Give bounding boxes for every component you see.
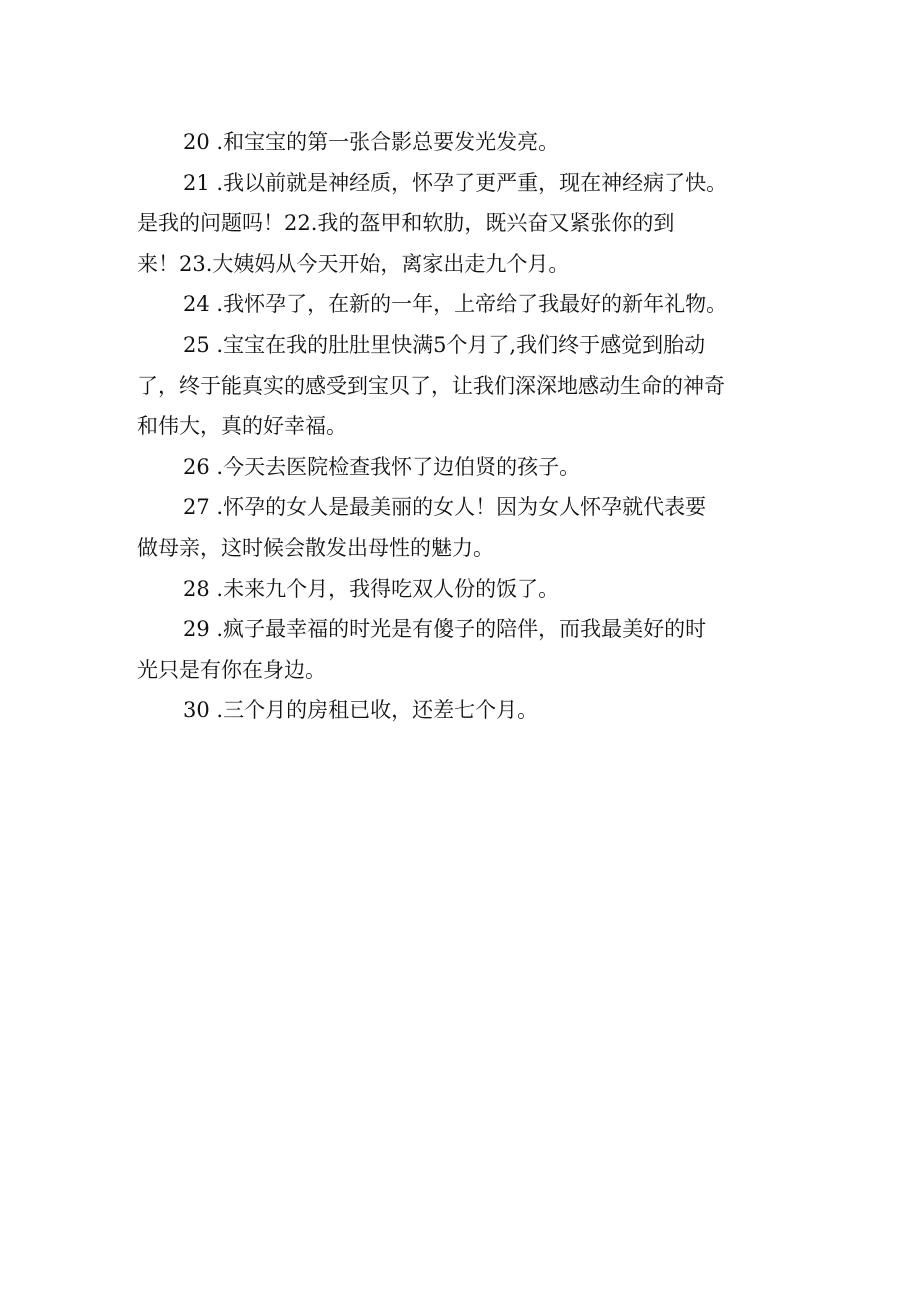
list-item-24 <box>137 284 797 325</box>
item-24-line-1: 24 .我怀孕了，在新的一年，上帝给了我最好的新年礼物。 <box>183 292 728 317</box>
list-item-20 <box>137 122 797 163</box>
item-27-line-1: 27 .怀孕的女人是最美丽的女人！因为女人怀孕就代表要 <box>183 495 707 520</box>
list-item-27 <box>137 487 797 568</box>
item-26-line-1: 26 .今天去医院检查我怀了边伯贤的孩子。 <box>183 454 581 479</box>
list-item-26 <box>137 447 797 488</box>
item-29-line-1: 29 .疯子最幸福的时光是有傻子的陪伴，而我最美好的时 <box>183 617 707 642</box>
list-item-25 <box>137 325 797 447</box>
document-body <box>137 122 797 731</box>
item-29-line-2: 光只是有你在身边。 <box>137 657 326 682</box>
list-item-30 <box>137 690 797 731</box>
item-27-line-2: 做母亲，这时候会散发出母性的魅力。 <box>137 535 494 560</box>
list-item-29 <box>137 609 797 690</box>
list-item-28 <box>137 569 797 610</box>
item-21-line-3: 来！23.大姨妈从今天开始，离家出走九个月。 <box>137 251 570 276</box>
item-20-line-1: 20 .和宝宝的第一张合影总要发光发亮。 <box>183 130 560 154</box>
item-25-line-3: 和伟大，真的好幸福。 <box>137 414 347 439</box>
item-21-line-2: 是我的问题吗！22.我的盔甲和软肋，既兴奋又紧张你的到 <box>137 211 675 236</box>
item-30-line-1: 30 .三个月的房租已收，还差七个月。 <box>183 698 539 723</box>
item-28-line-1: 28 .未来九个月，我得吃双人份的饭了。 <box>183 576 560 601</box>
item-25-line-2: 了，终于能真实的感受到宝贝了，让我们深深地感动生命的神奇 <box>137 373 725 398</box>
list-item-21 <box>137 163 797 285</box>
item-25-line-1: 25 .宝宝在我的肚肚里快满5个月了,我们终于感觉到胎动 <box>183 332 706 357</box>
item-21-line-1: 21 .我以前就是神经质，怀孕了更严重，现在神经病了快。 <box>183 170 728 195</box>
